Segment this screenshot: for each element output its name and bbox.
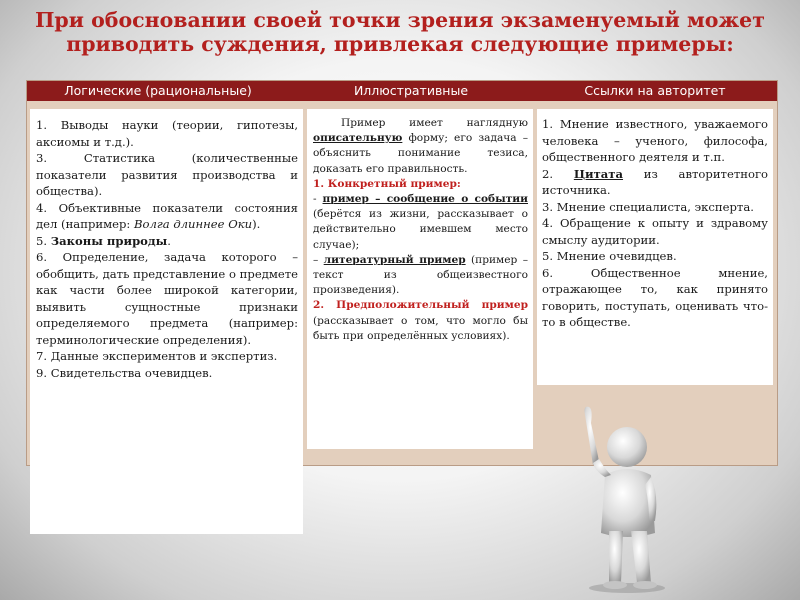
thinking-figure-illustration: [555, 405, 695, 595]
descriptive-term: описательную: [313, 132, 403, 145]
hypothetical-heading: 2. Предположительный пример: [313, 299, 528, 312]
illustrative-column: [307, 109, 533, 449]
table-header: [27, 81, 777, 101]
logical-item-7: 7. Данные экспериментов и экспертиз.: [36, 349, 278, 363]
literary-example: – литературный пример (пример – текст из общеизвестного произведения).: [313, 253, 528, 297]
example-volga: Волга длиннее Оки: [133, 217, 253, 231]
page-title: [0, 8, 800, 56]
authority-item-1: 1. Мнение известного, уважаемого человека – ученого, философа, общественного деятеля и т.п.: [542, 117, 768, 164]
logical-item-5: 5. Законы природы.: [36, 233, 171, 248]
authority-item-3: 3. Мнение специалиста, эксперта.: [542, 199, 754, 214]
logical-item-6: 6. Определение, задача которого – обобщить, дать представление о предмете как части более широкой категории, выявить сущностные признаки определяемого предмета (например: терминологические определения).: [36, 250, 298, 347]
laws-of-nature: Законы природы: [50, 233, 168, 248]
authority-item-6: 6. Общественное мнение, отражающее то, как принято говорить, поступать, оценивать что-то в обществе.: [542, 265, 768, 329]
illustrative-intro: Пример имеет наглядную описательную форму; его задача – объяснить понимание тезиса, доказать его правильность.: [313, 117, 528, 175]
quote-term: Цитата: [573, 166, 624, 181]
authority-item-5: 5. Мнение очевидцев.: [542, 249, 677, 263]
authority-item-4: 4. Обращение к опыту и здравому смыслу аудитории.: [542, 216, 768, 247]
header-illustrative: Иллюстративные: [353, 83, 469, 98]
concrete-example-heading: 1. Конкретный пример:: [313, 177, 461, 190]
logical-item-4: 4. Объективные показатели состояния дел (например: Волга длиннее Оки).: [36, 200, 298, 231]
logical-item-9: 9. Свидетельства очевидцев.: [36, 365, 213, 380]
title-line-1: При обосновании своей точки зрения экзаменуемый может: [35, 8, 765, 32]
authority-column: [537, 109, 773, 385]
header-authority: Ссылки на авторитет: [584, 83, 726, 98]
logical-column: [30, 109, 303, 534]
hypothetical-example: 2. Предположительный пример (рассказывает о том, что могло бы быть при определённых условиях).: [313, 299, 528, 342]
logical-item-1: 1. Выводы науки (теории, гипотезы, аксиомы и т.д.).: [36, 118, 298, 149]
logical-item-3: 3. Статистика (количественные показатели развития производства и общества).: [36, 151, 298, 198]
authority-item-2: 2. Цитата из авторитетного источника.: [542, 166, 768, 197]
title-line-2: приводить суждения, привлекая следующие примеры:: [66, 32, 734, 56]
event-example: - пример – сообщение о событии (берётся из жизни, рассказывает о действительно имевшем место случае);: [313, 193, 528, 251]
header-logical: Логические (рациональные): [64, 83, 252, 98]
